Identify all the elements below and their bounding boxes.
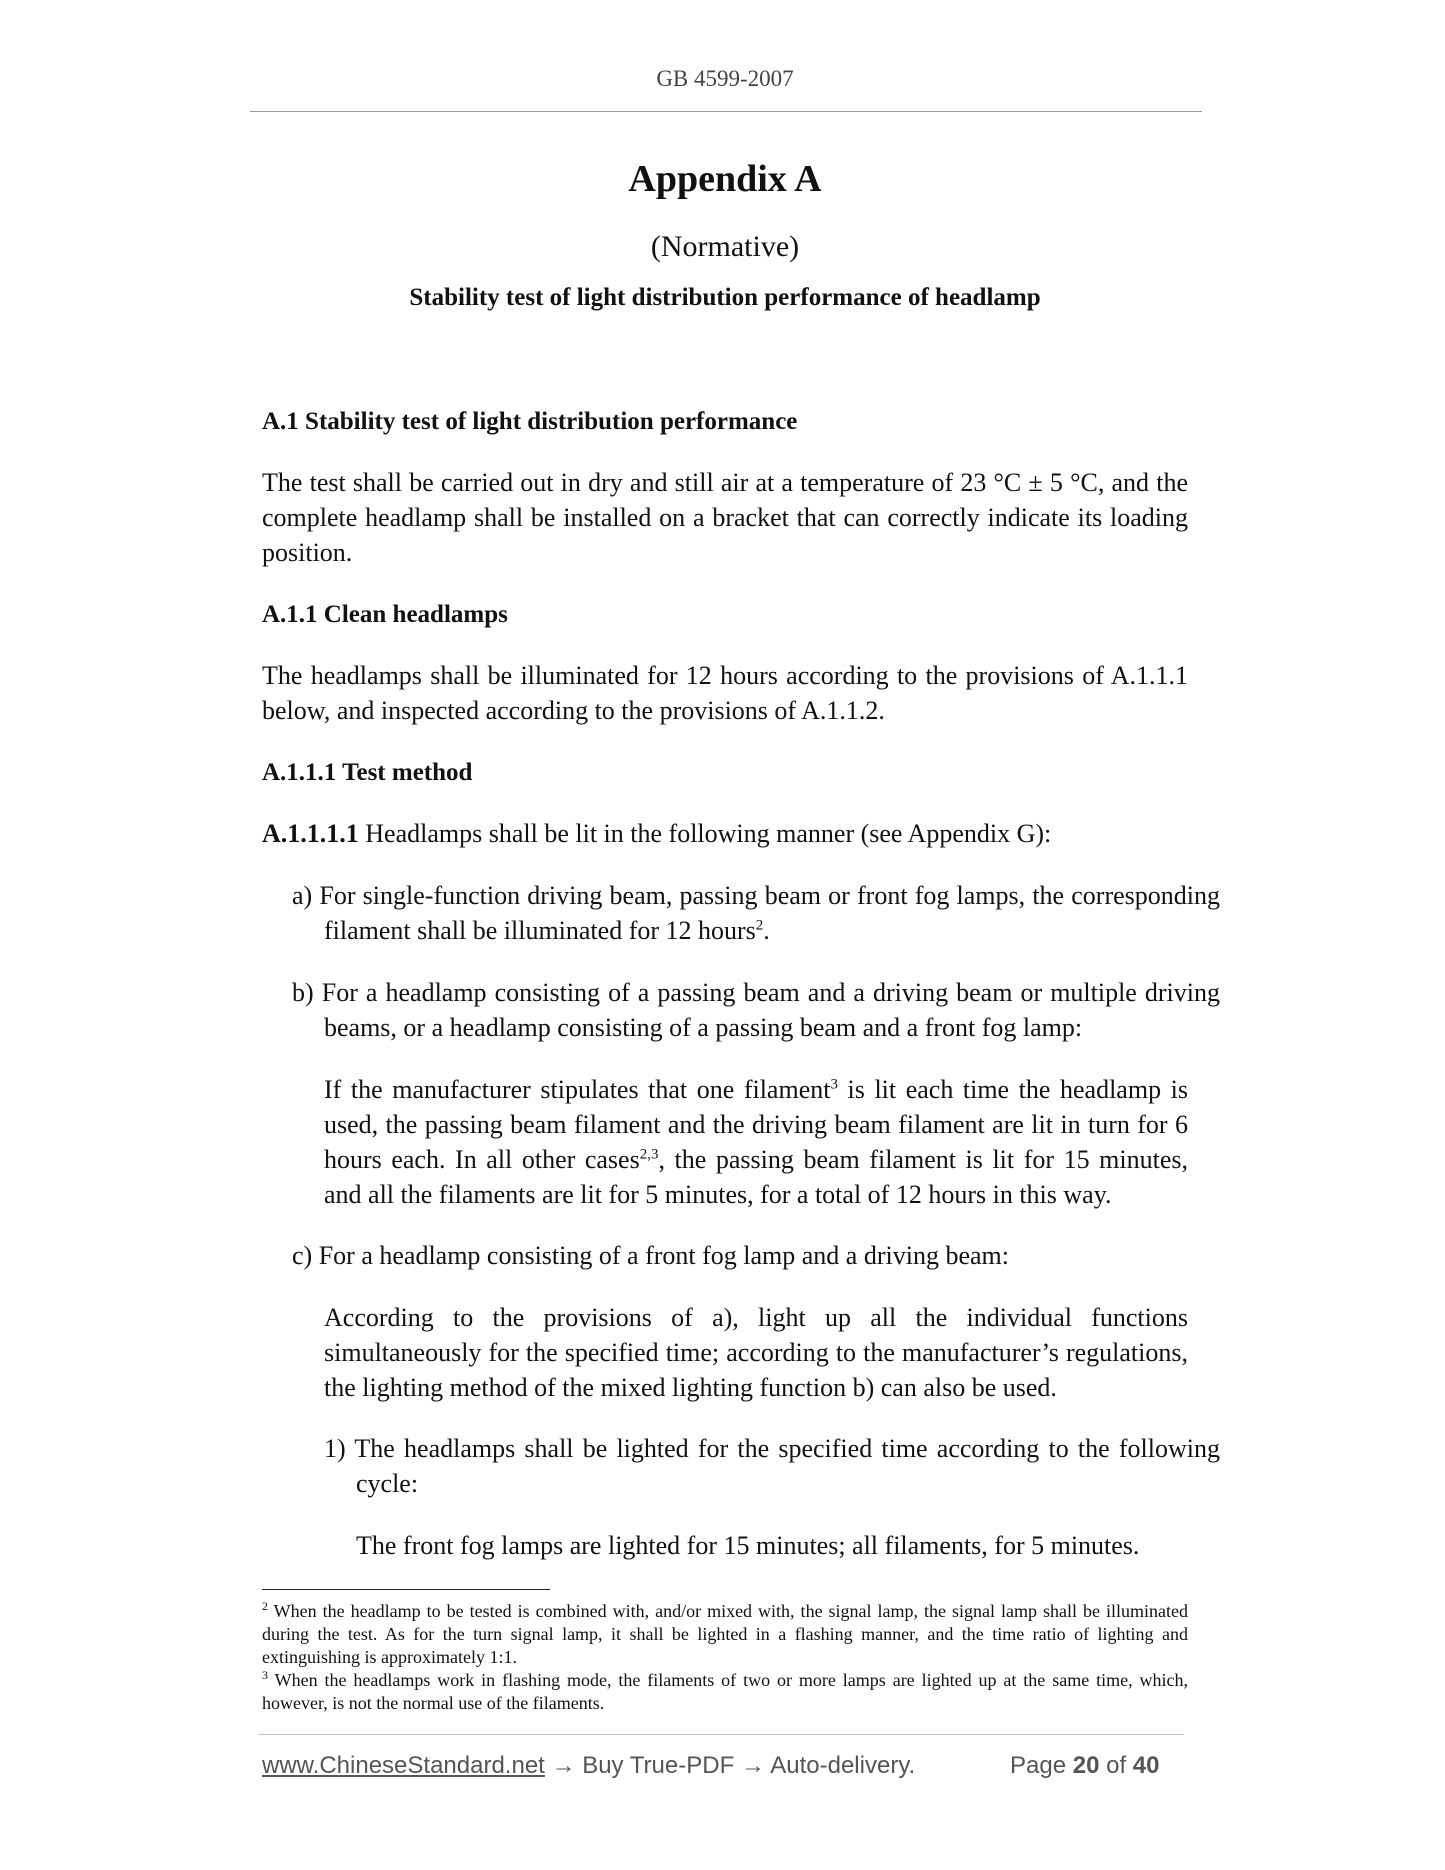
list-paragraph-c: According to the provisions of a), light up all the individual functions simultaneously for the specified time; according to the manufacturer’s regulations, the lighting method of the mixed lighting function b) can also be used. — [324, 1303, 1188, 1402]
list-label-a: a) — [292, 881, 313, 910]
buy-text: Buy True-PDF — [582, 1752, 735, 1779]
list-paragraph-c1: The front fog lamps are lighted for 15 minutes; all filaments, for 5 minutes. — [356, 1531, 1140, 1560]
footnotes — [262, 1600, 1188, 1715]
website-link[interactable]: www.ChineseStandard.net — [262, 1752, 545, 1779]
section-text-a1111 — [262, 816, 1188, 851]
clause-number: A.1.1.1.1 — [262, 819, 359, 848]
appendix-title: Appendix A — [628, 158, 822, 200]
footnote-text: When the headlamp to be tested is combined with, and/or mixed with, the signal lamp, the signal lamp shall be illuminated during the test. As for the turn signal lamp, it shall be lighted in a flashing manner, and the time ratio of lighting and extinguishing is approximately 1:1. — [262, 1601, 1188, 1667]
section-text-a11: The headlamps shall be illuminated for 12 hours according to the provisions of A.1.1.1 below, and inspected according to the provisions of A.1.1.2. — [262, 661, 1188, 725]
list-item-a: a) For single-function driving beam, passing beam or front fog lamps, the corresponding filament shall be illuminated for 12 hours$^2$. — [292, 881, 1220, 945]
header-divider — [250, 111, 1202, 112]
appendix-type: (Normative) — [650, 230, 800, 263]
list-label-c: c) — [292, 1241, 313, 1270]
list-item-c — [292, 1238, 1220, 1273]
page-current: 20 — [1072, 1752, 1100, 1779]
list-text-b: For a headlamp consisting of a passing beam and a driving beam or multiple driving beams, or a headlamp consisting of a passing beam and a front fog lamp: — [321, 978, 1221, 1042]
arrow-icon: → — [544, 1752, 583, 1779]
list-label-c1: 1) — [324, 1434, 346, 1463]
delivery-text: Auto-delivery. — [770, 1752, 916, 1779]
footer-promo — [262, 1752, 915, 1780]
appendix-subtitle: Stability test of light distribution performance of headlamp — [409, 284, 1041, 311]
footnote-text: When the headlamps work in flashing mode, the filaments of two or more lamps are lighted up at the same time, which, however, is not the normal use of the filaments. — [262, 1670, 1188, 1713]
clause-text: Headlamps shall be lit in the following manner (see Appendix G): — [358, 819, 1052, 848]
page-total: 40 — [1132, 1752, 1160, 1779]
footnote-ref: 2,3 — [639, 1146, 659, 1163]
list-text-c1: The headlamps shall be lighted for the specified time according to the following cycle: — [354, 1434, 1220, 1498]
list-text-a: For single-function driving beam, passing beam or front fog lamps, the corresponding filament shall be illuminated for 12 hours — [319, 881, 1220, 945]
page-indicator — [1010, 1752, 1160, 1780]
section-text-a1: The test shall be carried out in dry and still air at a temperature of 23 °C ± 5 °C, and the complete headlamp shall be installed on a bracket that can correctly indicate its loading position. — [262, 468, 1188, 567]
list-item-c1 — [324, 1431, 1220, 1501]
document-id-header: GB 4599-2007 — [656, 66, 794, 91]
page-of: of — [1106, 1752, 1127, 1779]
footnote-ref: 3 — [830, 1076, 838, 1093]
section-heading-a11: A.1.1 Clean headlamps — [262, 601, 508, 628]
footer-divider — [258, 1734, 1184, 1735]
footnote-marker: 2 — [262, 1599, 268, 1613]
footnote-2 — [262, 1600, 1188, 1669]
footnote-marker: 3 — [262, 1668, 268, 1682]
list-item-b — [292, 975, 1220, 1045]
footnote-ref: 2 — [755, 917, 764, 934]
page-label: Page — [1010, 1752, 1067, 1779]
arrow-icon: → — [734, 1752, 771, 1779]
footnote-3 — [262, 1669, 1188, 1715]
footnote-divider — [262, 1589, 550, 1590]
section-heading-a1: A.1 Stability test of light distribution performance — [262, 408, 798, 435]
list-paragraph-b: If the manufacturer stipulates that one filament$^3$ is lit each time the headlamp is used, the passing beam filament and the driving beam filament are lit in turn for 6 hours each. In all other cases$^{2,3}$, the passing beam filament is lit for 15 minutes, and all the filaments are lit for 5 minutes, for a total of 12 hours in this way. — [324, 1075, 1188, 1209]
list-text-c: For a headlamp consisting of a front fog lamp and a driving beam: — [318, 1241, 1009, 1270]
section-heading-a111: A.1.1.1 Test method — [262, 759, 473, 786]
list-label-b: b) — [292, 978, 314, 1007]
